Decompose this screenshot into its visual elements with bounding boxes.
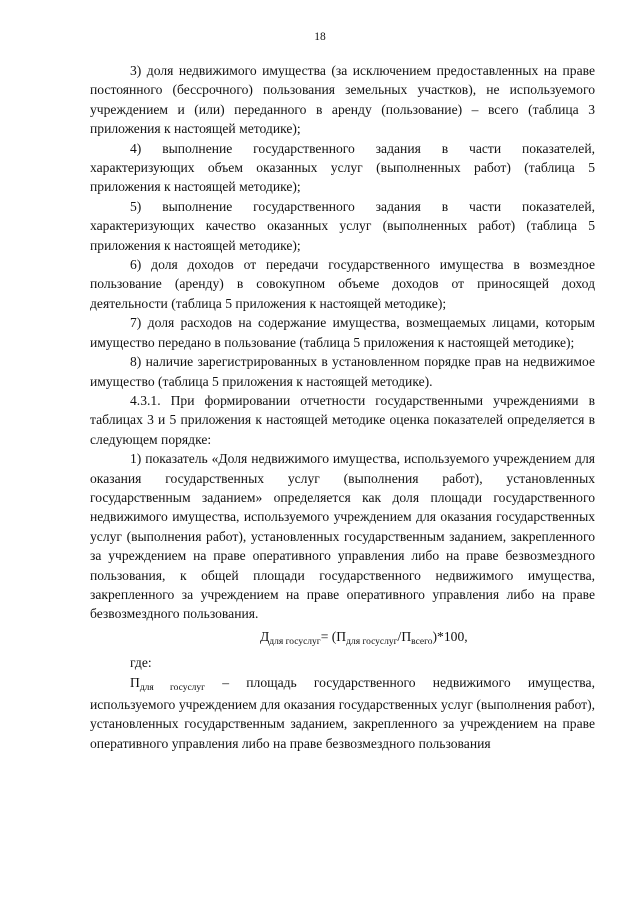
term-definition-text: – площадь государственного недвижимого имущества, используемого учреждением для оказания государственных услуг (выполнения работ), установленных государственным заданием, закрепленного за учреждением на праве оперативного управления либо на праве безвозмездного пользования [90,674,595,751]
formula [90,627,595,649]
page-number: 18 [314,31,326,43]
formula-num-sub: для госуслуг [346,636,398,647]
indicator-definition: 1) показатель «Доля недвижимого имущества, используемого учреждением для оказания государственных услуг (выполнения работ), установленных государственным заданием» определяется как доля площади государственного недвижимого имущества, используемого учреждением для оказания государственных услуг (выполнения работ), установленных государственным заданием, закрепленного за учреждением на праве оперативного управления либо на праве безвозмездного пользования, к общей площади государственного недвижимого имущества, закрепленного за учреждением на праве оперативного управления либо на праве безвозмездного пользования. [90,451,595,622]
term-definition [90,673,595,754]
list-item-7: 7) доля расходов на содержание имущества, возмещаемых лицами, которым имущество передано в пользование (таблица 5 приложения к настоящей методике); [90,315,595,350]
list-item-3: 3) доля недвижимого имущества (за исключением предоставленных на праве постоянного (бессрочного) пользования земельных участков), не используемого учреждением и (или) переданного в аренду (пользование) – всего (таблица 3 приложения к настоящей методике); [90,63,595,137]
list-item-5: 5) выполнение государственного задания в части показателей, характеризующих качество оказанных услуг (выполненных работ) (таблица 5 приложения к настоящей методике); [90,198,595,253]
formula-lhs: Д [260,628,270,644]
list-item-6: 6) доля доходов от передачи государственного имущества в возмездное пользование (аренду) в совокупном объеме доходов от приносящей доход деятельности (таблица 5 приложения к настоящей методике); [90,257,595,311]
formula-slash: /П [397,628,412,644]
where-label: где: [130,655,152,671]
list-item-8: 8) наличие зарегистрированных в установленном порядке прав на недвижимое имущество (таблица 5 приложения к настоящей методике). [90,354,595,389]
document-body [90,61,595,753]
term-symbol: П [130,674,140,690]
section-4-3-1: 4.3.1. При формировании отчетности государственными учреждениями в таблицах 3 и 5 приложения к настоящей методике оценка показателей определяется в следующем порядке: [90,392,595,447]
formula-eq: = (П [320,628,347,644]
formula-den-sub: всего [411,636,433,647]
term-symbol-sub: для госуслуг [139,682,206,693]
list-item-4: 4) выполнение государственного задания в части показателей, характеризующих объем оказанных услуг (выполненных работ) (таблица 5 приложения к настоящей методике); [90,140,595,195]
formula-tail: )*100, [432,628,468,644]
formula-lhs-sub: для госуслуг [269,636,321,647]
